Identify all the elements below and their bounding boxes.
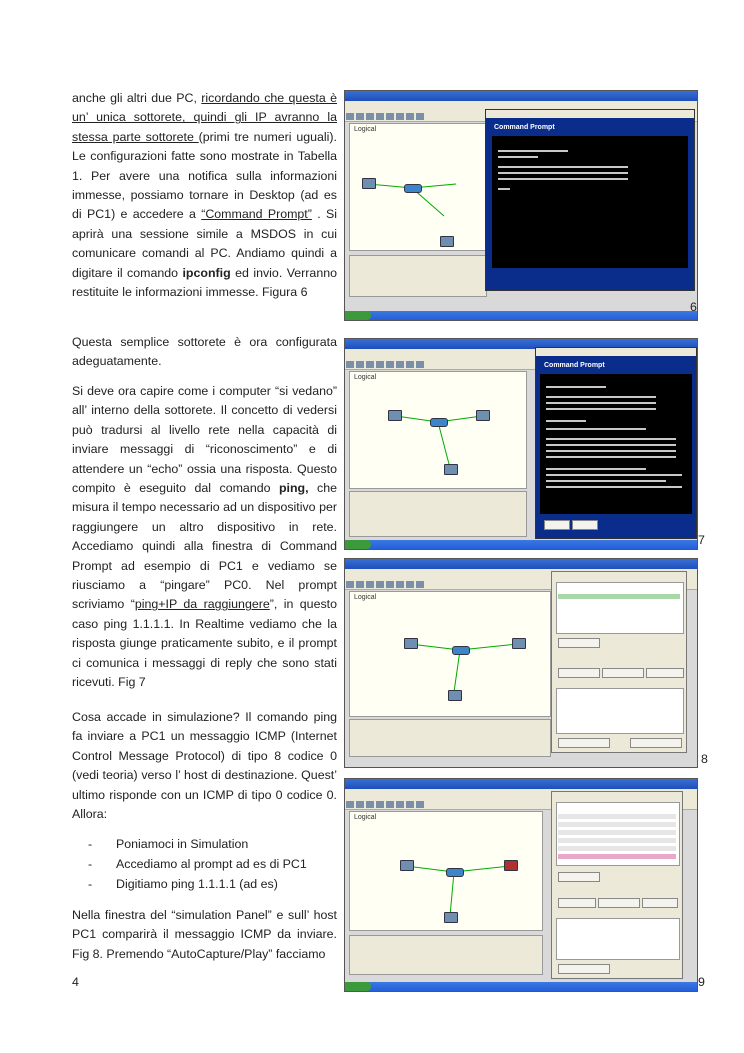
paragraph-3 [72,382,337,693]
pc-icon [444,464,458,475]
auto-capture-play-button[interactable] [602,668,644,678]
switch-icon [446,868,464,877]
window-tabs [486,110,694,118]
menu-bar [345,101,697,109]
text: . Si aprirà una sessione simile a MSDOS in cui comunicare comandi al PC. Andiamo quindi a digitare il comando [72,207,337,280]
text: Questa semplice sottorete è ora configurata adeguatamente. [72,335,337,369]
page-number: 4 [72,975,79,989]
figure-number: 6 [690,300,697,314]
windows-taskbar [345,540,697,549]
text: Cosa accade in simulazione? Il comando ping fa inviare a PC1 un messaggio ICMP (Internet Control Message Protocol) di tipo 8 codice 0 (vedi teoria) verso l’ host di destinazione. Quest’ ultimo risponde con un ICMP di tipo 0 codice 0. Allora: [72,710,337,822]
reset-simulation-button[interactable] [558,872,600,882]
pc-icon [512,638,526,649]
paragraph-4 [72,708,337,824]
logical-label: Logical [354,814,377,821]
list-item: - Accediamo al prompt ad es di PC1 [88,857,307,871]
text: che misura il tempo necessario ad un dispositivo per raggiungere un altro dispositivo in rete. Accediamo quindi alla finestra di Command Prompt ad esempio di PC1 e vediamo se riusciamo a “pingare” PC0. Nel prompt scriviamo “ [72,481,338,612]
text: ”, in questo caso ping 1.1.1.1. In Realtime vediamo che la risposta giunge praticamente subito, e il prompt ci comunica i messaggi di reply che sono stati ricevuti. Fig 7 [72,597,337,690]
device-panel [349,935,543,975]
pc-icon [448,690,462,701]
device-panel [349,491,527,537]
text: anche gli altri due PC, [72,91,202,105]
device-panel [349,255,487,297]
event-list [556,582,684,634]
list-item: - Poniamoci in Simulation [88,837,249,851]
start-button [345,540,371,549]
figure-8-screenshot [344,558,698,768]
text: ed invio. Verranno restituite le informazioni immesse. Figura 6 [72,265,337,300]
window-button[interactable] [544,520,570,530]
workspace-canvas [349,811,543,931]
paragraph-2 [72,333,337,372]
paragraph-5 [72,906,337,964]
figure-6-screenshot [344,90,698,321]
bold-text: ping, [278,481,309,496]
switch-icon [452,646,470,655]
text: Si deve ora capire come i computer “si vedano” all’ interno della sottorete. Il concetto di vedersi può tradursi al livello rete nella capacità di inviare messaggi di “riconoscimento” e di attendere un “echo” ossia una risposta. Questo compito è eseguito dal comando [72,384,337,496]
figure-7-screenshot [344,338,698,550]
reset-simulation-button[interactable] [558,638,600,648]
switch-icon [404,184,422,193]
pc-icon [504,860,518,871]
pc-icon [388,410,402,421]
edit-filters-button[interactable] [558,964,610,974]
start-button [345,982,371,991]
title-bar [345,779,697,789]
event-list-filters [556,688,684,734]
pc-icon [400,860,414,871]
network-links [350,372,526,488]
pc-icon [476,410,490,421]
workspace-canvas [349,371,527,489]
windows-taskbar [345,311,697,320]
underlined-text: ricordando che questa è un’ unica sottorete, quindi gli IP avranno la stessa parte sottorete [72,91,337,144]
steps-list [88,834,307,894]
show-all-button[interactable] [630,738,682,748]
command-prompt-title: Command Prompt [544,362,605,369]
start-button [345,311,371,320]
switch-icon [430,418,448,427]
underlined-text: ping+IP da raggiungere [134,597,270,612]
pc-window [485,109,695,291]
logical-label: Logical [354,126,377,133]
figure-number: 9 [698,975,705,989]
workspace-canvas [349,123,487,251]
device-panel [349,719,551,757]
pc-icon [362,178,376,189]
window-button[interactable] [572,520,598,530]
workspace-canvas [349,591,551,717]
bold-text: ipconfig [182,265,231,280]
logical-label: Logical [354,594,377,601]
pc-icon [440,236,454,247]
window-tabs [536,348,696,356]
logical-label: Logical [354,374,377,381]
figure-number: 8 [701,752,708,766]
underlined-text: “Command Prompt” [201,207,312,222]
back-button[interactable] [558,898,596,908]
event-list-filters [556,918,680,960]
pc-icon [444,912,458,923]
edit-filters-button[interactable] [558,738,610,748]
simulation-panel [551,791,683,979]
windows-taskbar [345,982,697,991]
text: (primi tre numeri uguali). Le configurazioni fatte sono mostrate in Tabella 1. Per avere una notifica sulla informazioni immesse, possiamo tornare in Desktop (ad es di PC1) e accedere a [72,129,337,222]
pc-window [535,347,697,539]
simulation-panel [551,571,687,753]
title-bar [345,559,697,569]
paragraph-1 [72,89,337,302]
figure-9-screenshot [344,778,698,992]
pc-icon [404,638,418,649]
auto-capture-play-button[interactable] [598,898,640,908]
figure-number: 7 [698,533,705,547]
text: Nella finestra del “simulation Panel” e sull’ host PC1 comparirà il messaggio ICMP da inviare. Fig 8. Premendo “AutoCapture/Play” facciamo [72,908,337,961]
back-button[interactable] [558,668,600,678]
list-item: - Digitiamo ping 1.1.1.1 (ad es) [88,877,278,891]
title-bar [345,91,697,101]
command-prompt-title: Command Prompt [494,124,555,131]
capture-forward-button[interactable] [642,898,678,908]
capture-forward-button[interactable] [646,668,684,678]
